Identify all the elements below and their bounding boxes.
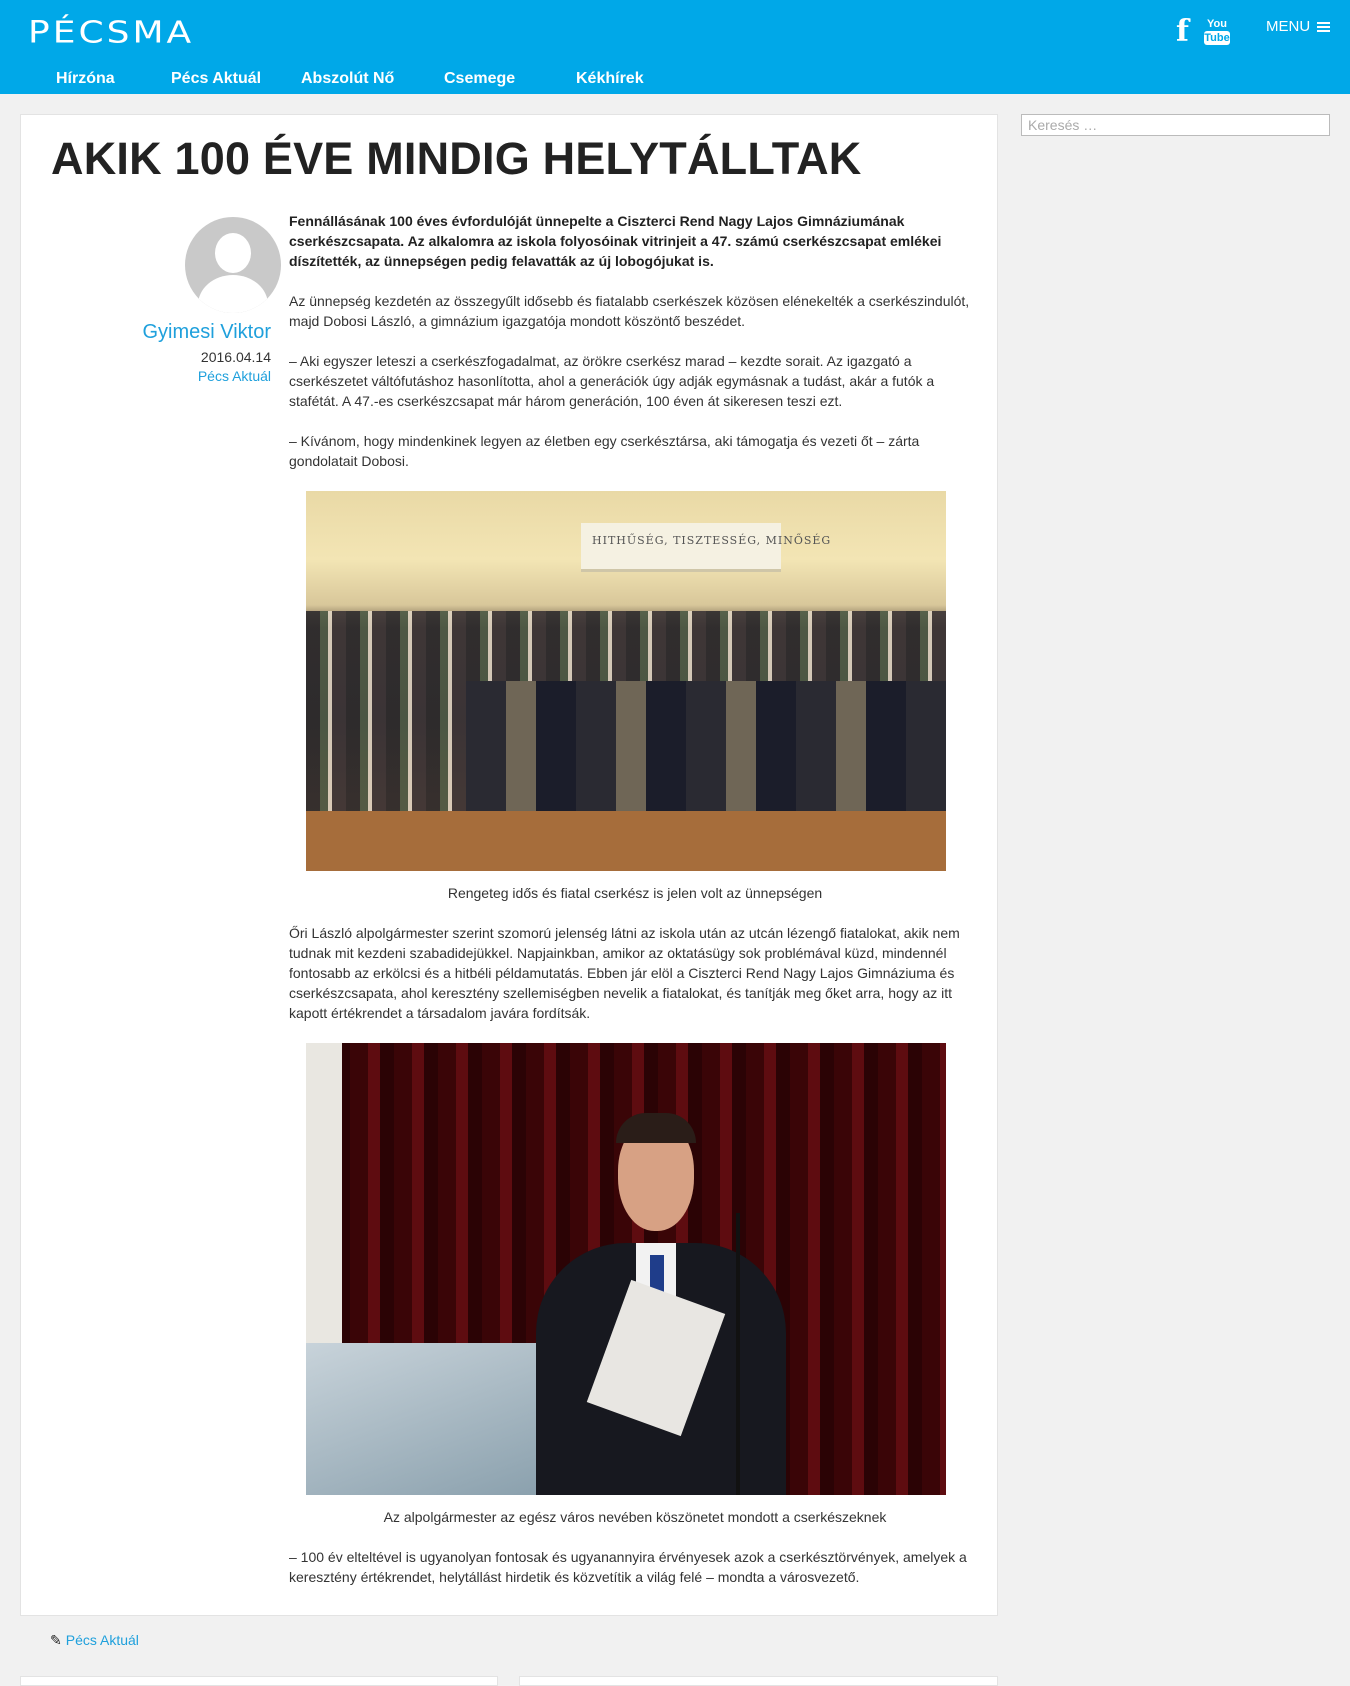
facebook-icon[interactable]: f [1176, 14, 1189, 49]
article-lead: Fennállásának 100 éves évfordulóját ünnepelte a Ciszterci Rend Nagy Lajos Gimnáziumának cserkészcsapata. Az alkalomra az iskola folyosóinak vitrinjeit a 47. számú cserkészcsapat emlékei díszítették, az ünnepségen pedig felavatták az új lobogójukat is. [289, 213, 942, 269]
menu-button[interactable] [1266, 18, 1330, 35]
nav-item-pecs-aktual[interactable]: Pécs Aktuál [171, 70, 262, 87]
paragraph: Az ünnepség kezdetén az összegyűlt idősebb és fiatalabb cserkészek közösen elénekelték a cserkészindulót, majd Dobosi László, a gimnázium igazgatója mondott köszöntő beszédet. [289, 293, 970, 329]
article-card [20, 114, 998, 1616]
author-name-link[interactable]: Gyimesi Viktor [142, 321, 271, 343]
paragraph: Őri László alpolgármester szerint szomorú jelenség látni az iskola után az utcán lézengő fiatalokat, akik nem tudnak mit kezdeni szabadidejükkel. Napjainkban, amikor az oktatásügy sok problémával küzd, mindennél fontosabb az erkölcsi és a hitbéli példamutatás. Ebben jár elöl a Ciszterci Rend Nagy Lajos Gimnáziuma és cserkészcsapata, ahol keresztény szellemiségben nevelik a fiatalokat, és tanítják meg őket arra, hogy az itt kapott értékrendet a társadalom javára fordítsák. [289, 925, 960, 1021]
site-header [0, 0, 1350, 94]
photo-caption: Az alpolgármester az egész város nevében köszönetet mondott a cserkészeknek [383, 1509, 887, 1525]
figure-speaker [289, 1043, 981, 1527]
nav-item-abszolut-no[interactable]: Abszolút Nő [301, 70, 395, 87]
publish-date: 2016.04.14 [200, 349, 271, 365]
nav-item-csemege[interactable]: Csemege [444, 70, 516, 87]
category-link[interactable]: Pécs Aktuál [197, 368, 271, 384]
menu-label: MENU [1266, 18, 1311, 35]
youtube-tube-text: Tube [1204, 32, 1230, 44]
footer-category-link[interactable]: Pécs Aktuál [65, 1632, 139, 1648]
speaker-photo[interactable] [306, 1043, 946, 1495]
youtube-icon[interactable] [1204, 18, 1230, 50]
hamburger-icon [1317, 20, 1330, 34]
related-card[interactable] [20, 1676, 498, 1686]
paragraph: – Aki egyszer leteszi a cserkészfogadalmat, az örökre cserkész marad – kezdte sorait. Az igazgató a cserkészetet váltófutáshoz hasonlította, ahol a generációk úgy adják egymásnak a tudást, akár a futók a stafétát. A 47.-es cserkészcsapat már három generáción, 100 éven át sikeresen teszi ezt. [289, 353, 935, 409]
search-input[interactable] [1021, 114, 1330, 136]
paragraph: – 100 év elteltével is ugyanolyan fontosak és ugyanannyira érvényesek azok a cserkésztörvények, amelyek a keresztény értékrendet, helytállást hirdetik és közvetítik a világ felé – mondta a városvezető. [289, 1549, 967, 1585]
avatar [185, 217, 281, 313]
photo-motto: HITHŰSÉG, TISZTESSÉG, MINŐSÉG [592, 534, 832, 547]
footer-category [50, 1632, 139, 1649]
figure-ceremony [289, 491, 981, 903]
paragraph: – Kívánom, hogy mindenkinek legyen az életben egy cserkésztársa, aki támogatja és vezeti őt – zárta gondolatait Dobosi. [289, 433, 920, 469]
related-card[interactable] [519, 1676, 998, 1686]
article-body [289, 211, 981, 1607]
youtube-you-text: You [1207, 18, 1227, 30]
article-title: AKIK 100 ÉVE MINDIG HELYTÁLLTAK [51, 133, 862, 184]
pencil-icon: ✎ [50, 1632, 62, 1648]
site-logo[interactable]: PÉCSMA [28, 15, 195, 50]
photo-caption: Rengeteg idős és fiatal cserkész is jelen volt az ünnepségen [447, 885, 823, 901]
nav-item-kekhirek[interactable]: Kékhírek [576, 70, 644, 87]
ceremony-photo[interactable] [306, 491, 946, 871]
nav-item-hirzona[interactable]: Hírzóna [56, 70, 115, 87]
